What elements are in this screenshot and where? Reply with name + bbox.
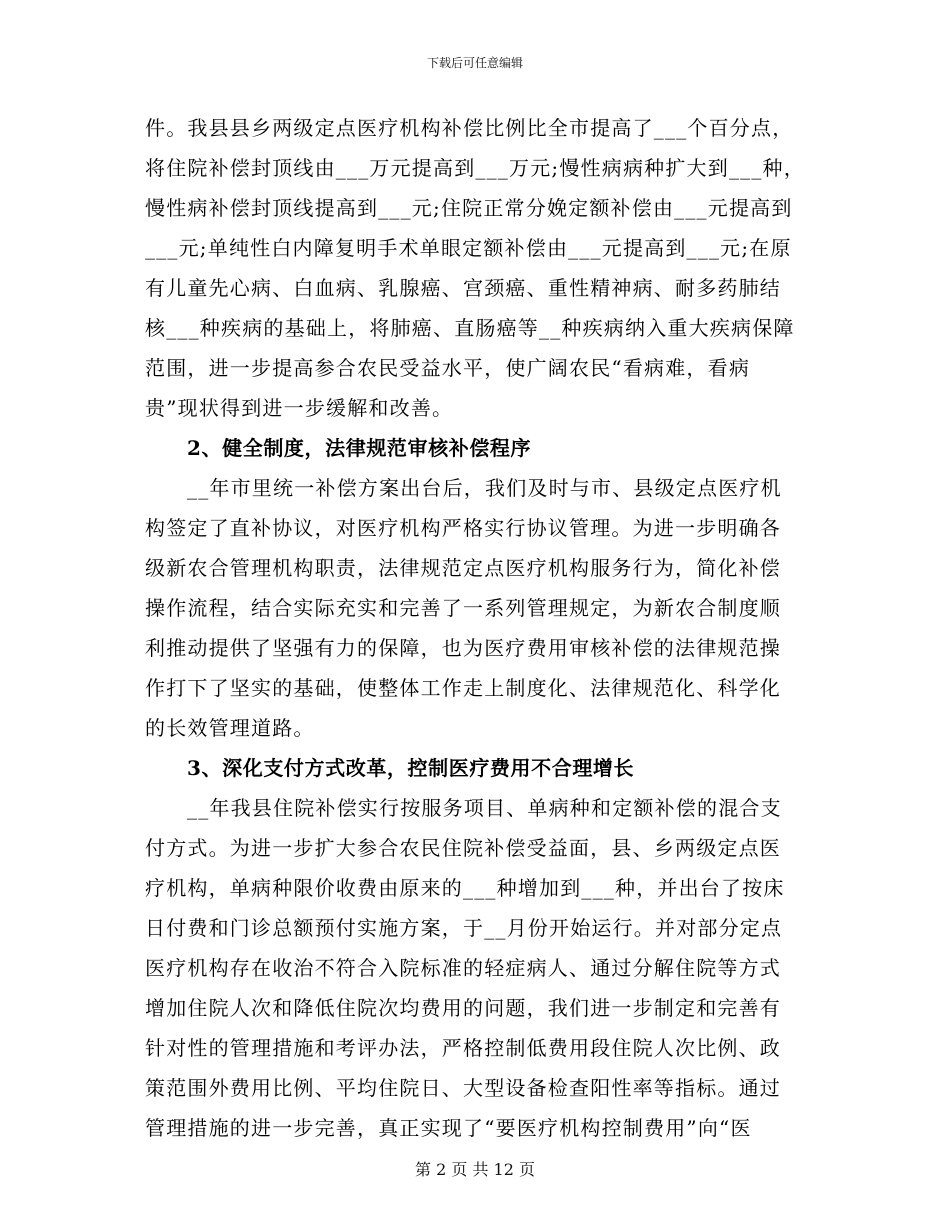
text-line: 的长效管理道路。 (145, 716, 315, 740)
text-line: 医疗机构存在收治不符合入院标准的轻症病人、通过分解住院等方式 (145, 956, 781, 980)
text-line: 级新农合管理机构职责，法律规范定点医疗机构服务行为，简化补偿 (145, 556, 781, 580)
text-line: 利推动提供了坚强有力的保障，也为医疗费用审核补偿的法律规范操 (145, 636, 781, 660)
text-line: 件。我县县乡两级定点医疗机构补偿比例比全市提高了___个百分点， (145, 116, 794, 140)
text-line: 作打下了坚实的基础，使整体工作走上制度化、法律规范化、科学化 (145, 676, 781, 700)
text-line: 慢性病补偿封顶线提高到___元;住院正常分娩定额补偿由___元提高到 (145, 196, 793, 220)
text-line: ___元;单纯性白内障复明手术单眼定额补偿由___元提高到___元;在原 (145, 236, 792, 260)
text-line: 针对性的管理措施和考评办法，严格控制低费用段住院人次比例、政 (145, 1036, 781, 1060)
text-line: 贵”现状得到进一步缓解和改善。 (145, 396, 454, 420)
text-line: 付方式。为进一步扩大参合农民住院补偿受益面，县、乡两级定点医 (145, 836, 781, 860)
text-line: 管理措施的进一步完善，真正实现了“要医疗机构控制费用”向“医 (145, 1116, 752, 1140)
text-line: __年我县住院补偿实行按服务项目、单病种和定额补偿的混合支 (187, 796, 782, 820)
text-line: 增加住院人次和降低住院次均费用的问题，我们进一步制定和完善有 (145, 996, 781, 1020)
document-body (145, 108, 805, 1148)
text-line: 操作流程，结合实际充实和完善了一系列管理规定，为新农合制度顺 (145, 596, 781, 620)
text-line: 核___种疾病的基础上，将肺癌、直肠癌等__种疾病纳入重大疾病保障 (145, 316, 795, 340)
text-line: __年市里统一补偿方案出台后，我们及时与市、县级定点医疗机 (187, 476, 782, 500)
page-header: 下载后可任意编辑 (426, 56, 523, 70)
text-line: 策范围外费用比例、平均住院日、大型设备检查阳性率等指标。通过 (145, 1076, 781, 1100)
text-line: 范围，进一步提高参合农民受益水平，使广阔农民“看病难，看病 (145, 356, 751, 380)
page-footer: 第 2 页 共 12 页 (415, 1160, 535, 1179)
text-line: 构签定了直补协议，对医疗机构严格实行协议管理。为进一步明确各 (145, 516, 781, 540)
section-3-heading: 3、深化支付方式改革，控制医疗费用不合理增长 (187, 756, 635, 780)
section-2-heading: 2、健全制度，法律规范审核补偿程序 (187, 436, 532, 460)
text-line: 有儿童先心病、白血病、乳腺癌、宫颈癌、重性精神病、耐多药肺结 (145, 276, 781, 300)
text-line: 日付费和门诊总额预付实施方案，于__月份开始运行。并对部分定点 (145, 916, 783, 940)
section-2-paragraph (145, 468, 805, 748)
text-line: 疗机构，单病种限价收费由原来的___种增加到___种，并出台了按床 (145, 876, 785, 900)
section-3-paragraph (145, 788, 805, 1148)
text-line: 将住院补偿封顶线由___万元提高到___万元;慢性病病种扩大到___种， (145, 156, 805, 180)
paragraph-1 (145, 108, 805, 428)
